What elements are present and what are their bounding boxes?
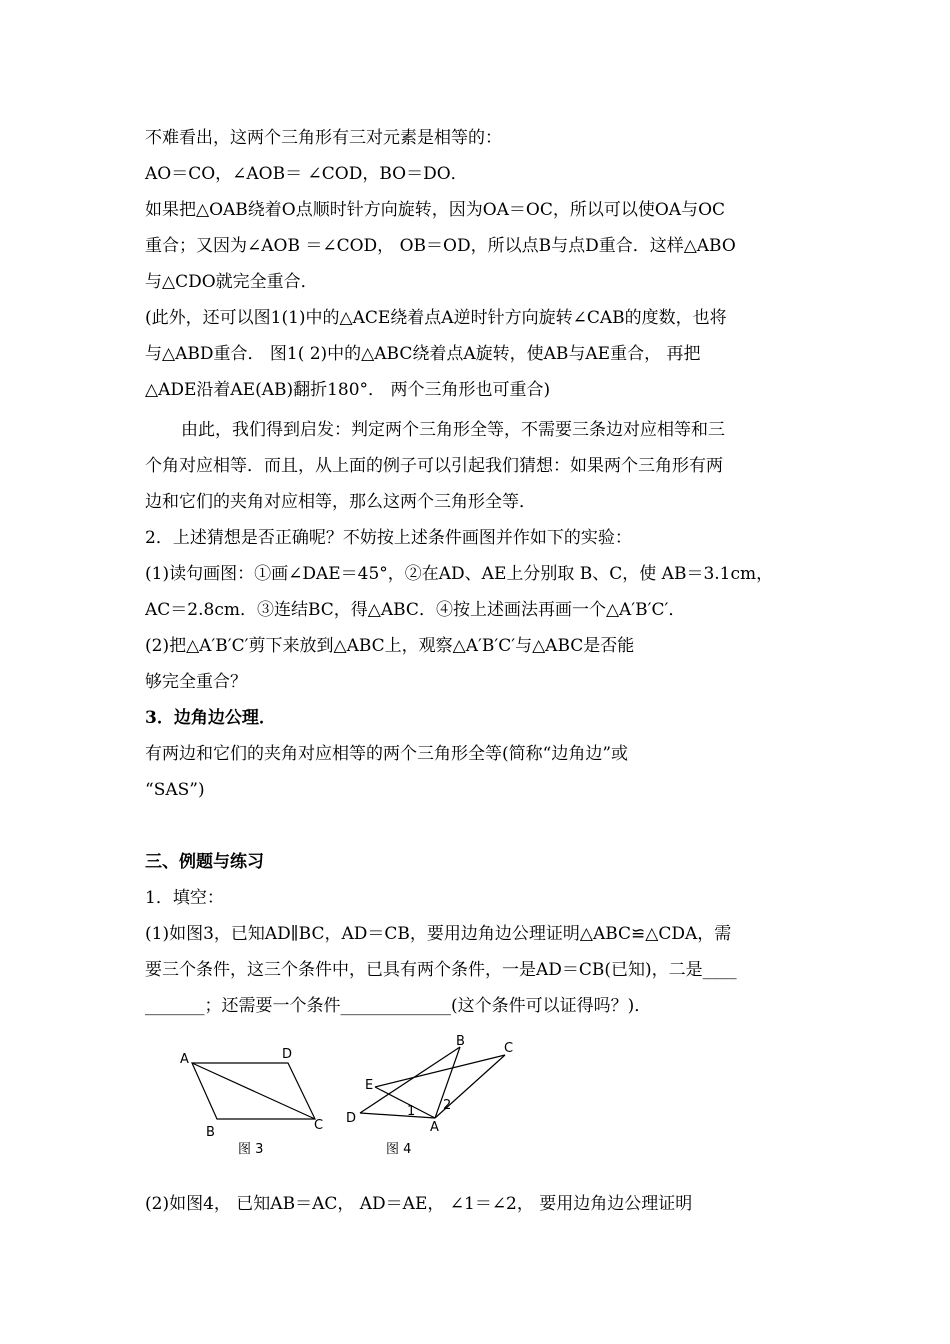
- point-label-d: D: [282, 1047, 293, 1062]
- text-line: 要三个条件，这三个条件中，已具有两个条件，一是AD＝CB(已知)，二是____: [145, 960, 737, 980]
- text-line: 够完全重合？: [145, 672, 247, 692]
- text-line: (1)如图3，已知AD∥BC，AD＝CB，要用边角边公理证明△ABC≌△CDA，需: [145, 924, 732, 944]
- figure-3-caption: 图 3: [238, 1142, 264, 1157]
- text-line: 与△CDO就完全重合．: [145, 272, 318, 292]
- figure-4-caption: 图 4: [386, 1142, 412, 1157]
- section-heading: 三、例题与练习: [145, 852, 264, 872]
- text-line: 2．上述猜想是否正确呢？不妨按上述条件画图并作如下的实验：: [145, 528, 632, 548]
- text-line: 与△ABD重合． 图1( 2)中的△ABC绕着点A旋转，使AB与AE重合， 再把: [145, 344, 701, 364]
- angle-label-1: 1: [407, 1104, 416, 1119]
- text-line: 如果把△OAB绕着O点顺时针方向旋转，因为OA＝OC，所以可以使OA与OC: [145, 200, 726, 220]
- text-line: (1)读句画图：①画∠DAE＝45°，②在AD、AE上分别取 B、C，使 AB＝3.1cm，: [145, 564, 774, 584]
- angle-label-2: 2: [443, 1098, 452, 1113]
- text-line: AO＝CO，∠AOB＝ ∠COD，BO＝DO．: [145, 164, 468, 184]
- segment-da: [360, 1113, 435, 1118]
- point-label-c: C: [504, 1041, 514, 1056]
- text-line: 边和它们的夹角对应相等，那么这两个三角形全等．: [145, 492, 536, 512]
- text-line: 不难看出，这两个三角形有三对元素是相等的：: [145, 128, 502, 148]
- text-line: 有两边和它们的夹角对应相等的两个三角形全等(简称“边角边”或: [145, 744, 629, 764]
- text-line: AC＝2.8cm．③连结BC，得△ABC．④按上述画法再画一个△A′B′C′．: [145, 600, 686, 620]
- section-heading: 3．边角边公理．: [145, 708, 276, 728]
- figure-3: [180, 1047, 323, 1157]
- point-label-b: B: [206, 1125, 215, 1140]
- text-line: “SAS”): [145, 780, 205, 800]
- point-label-d: D: [346, 1111, 357, 1126]
- point-label-a: A: [430, 1120, 439, 1135]
- text-line: 重合；又因为∠AOB ＝∠COD， OB＝OD，所以点B与点D重合．这样△ABO: [145, 236, 736, 256]
- text-line: 个角对应相等．而且，从上面的例子可以引起我们猜想：如果两个三角形有两: [145, 456, 723, 476]
- paragraph-indented: 由此，我们得到启发：判定两个三角形全等，不需要三条边对应相等和三: [181, 420, 725, 440]
- text-line: _______；还需要一个条件_____________(这个条件可以证得吗？)．: [145, 996, 652, 1016]
- text-line: △ADE沿着AE(AB)翻折180°． 两个三角形也可重合): [145, 380, 551, 400]
- point-label-c: C: [314, 1118, 324, 1133]
- diagonal-ac: [192, 1063, 315, 1119]
- text-line: (2)如图4， 已知AB＝AC， AD＝AE， ∠1＝∠2， 要用边角边公理证明: [145, 1194, 693, 1214]
- text-line: 1．填空：: [145, 888, 224, 908]
- point-label-a: A: [180, 1052, 189, 1067]
- point-label-b: B: [456, 1034, 465, 1049]
- figure-4: [346, 1034, 513, 1157]
- text-line: (此外，还可以图1(1)中的△ACE绕着点A逆时针方向旋转∠CAB的度数，也将: [145, 308, 727, 328]
- segment-ea: [375, 1087, 435, 1118]
- geometry-figures: [170, 1030, 530, 1165]
- point-label-e: E: [365, 1078, 374, 1093]
- text-line: (2)把△A′B′C′剪下来放到△ABC上，观察△A′B′C′与△ABC是否能: [145, 636, 635, 656]
